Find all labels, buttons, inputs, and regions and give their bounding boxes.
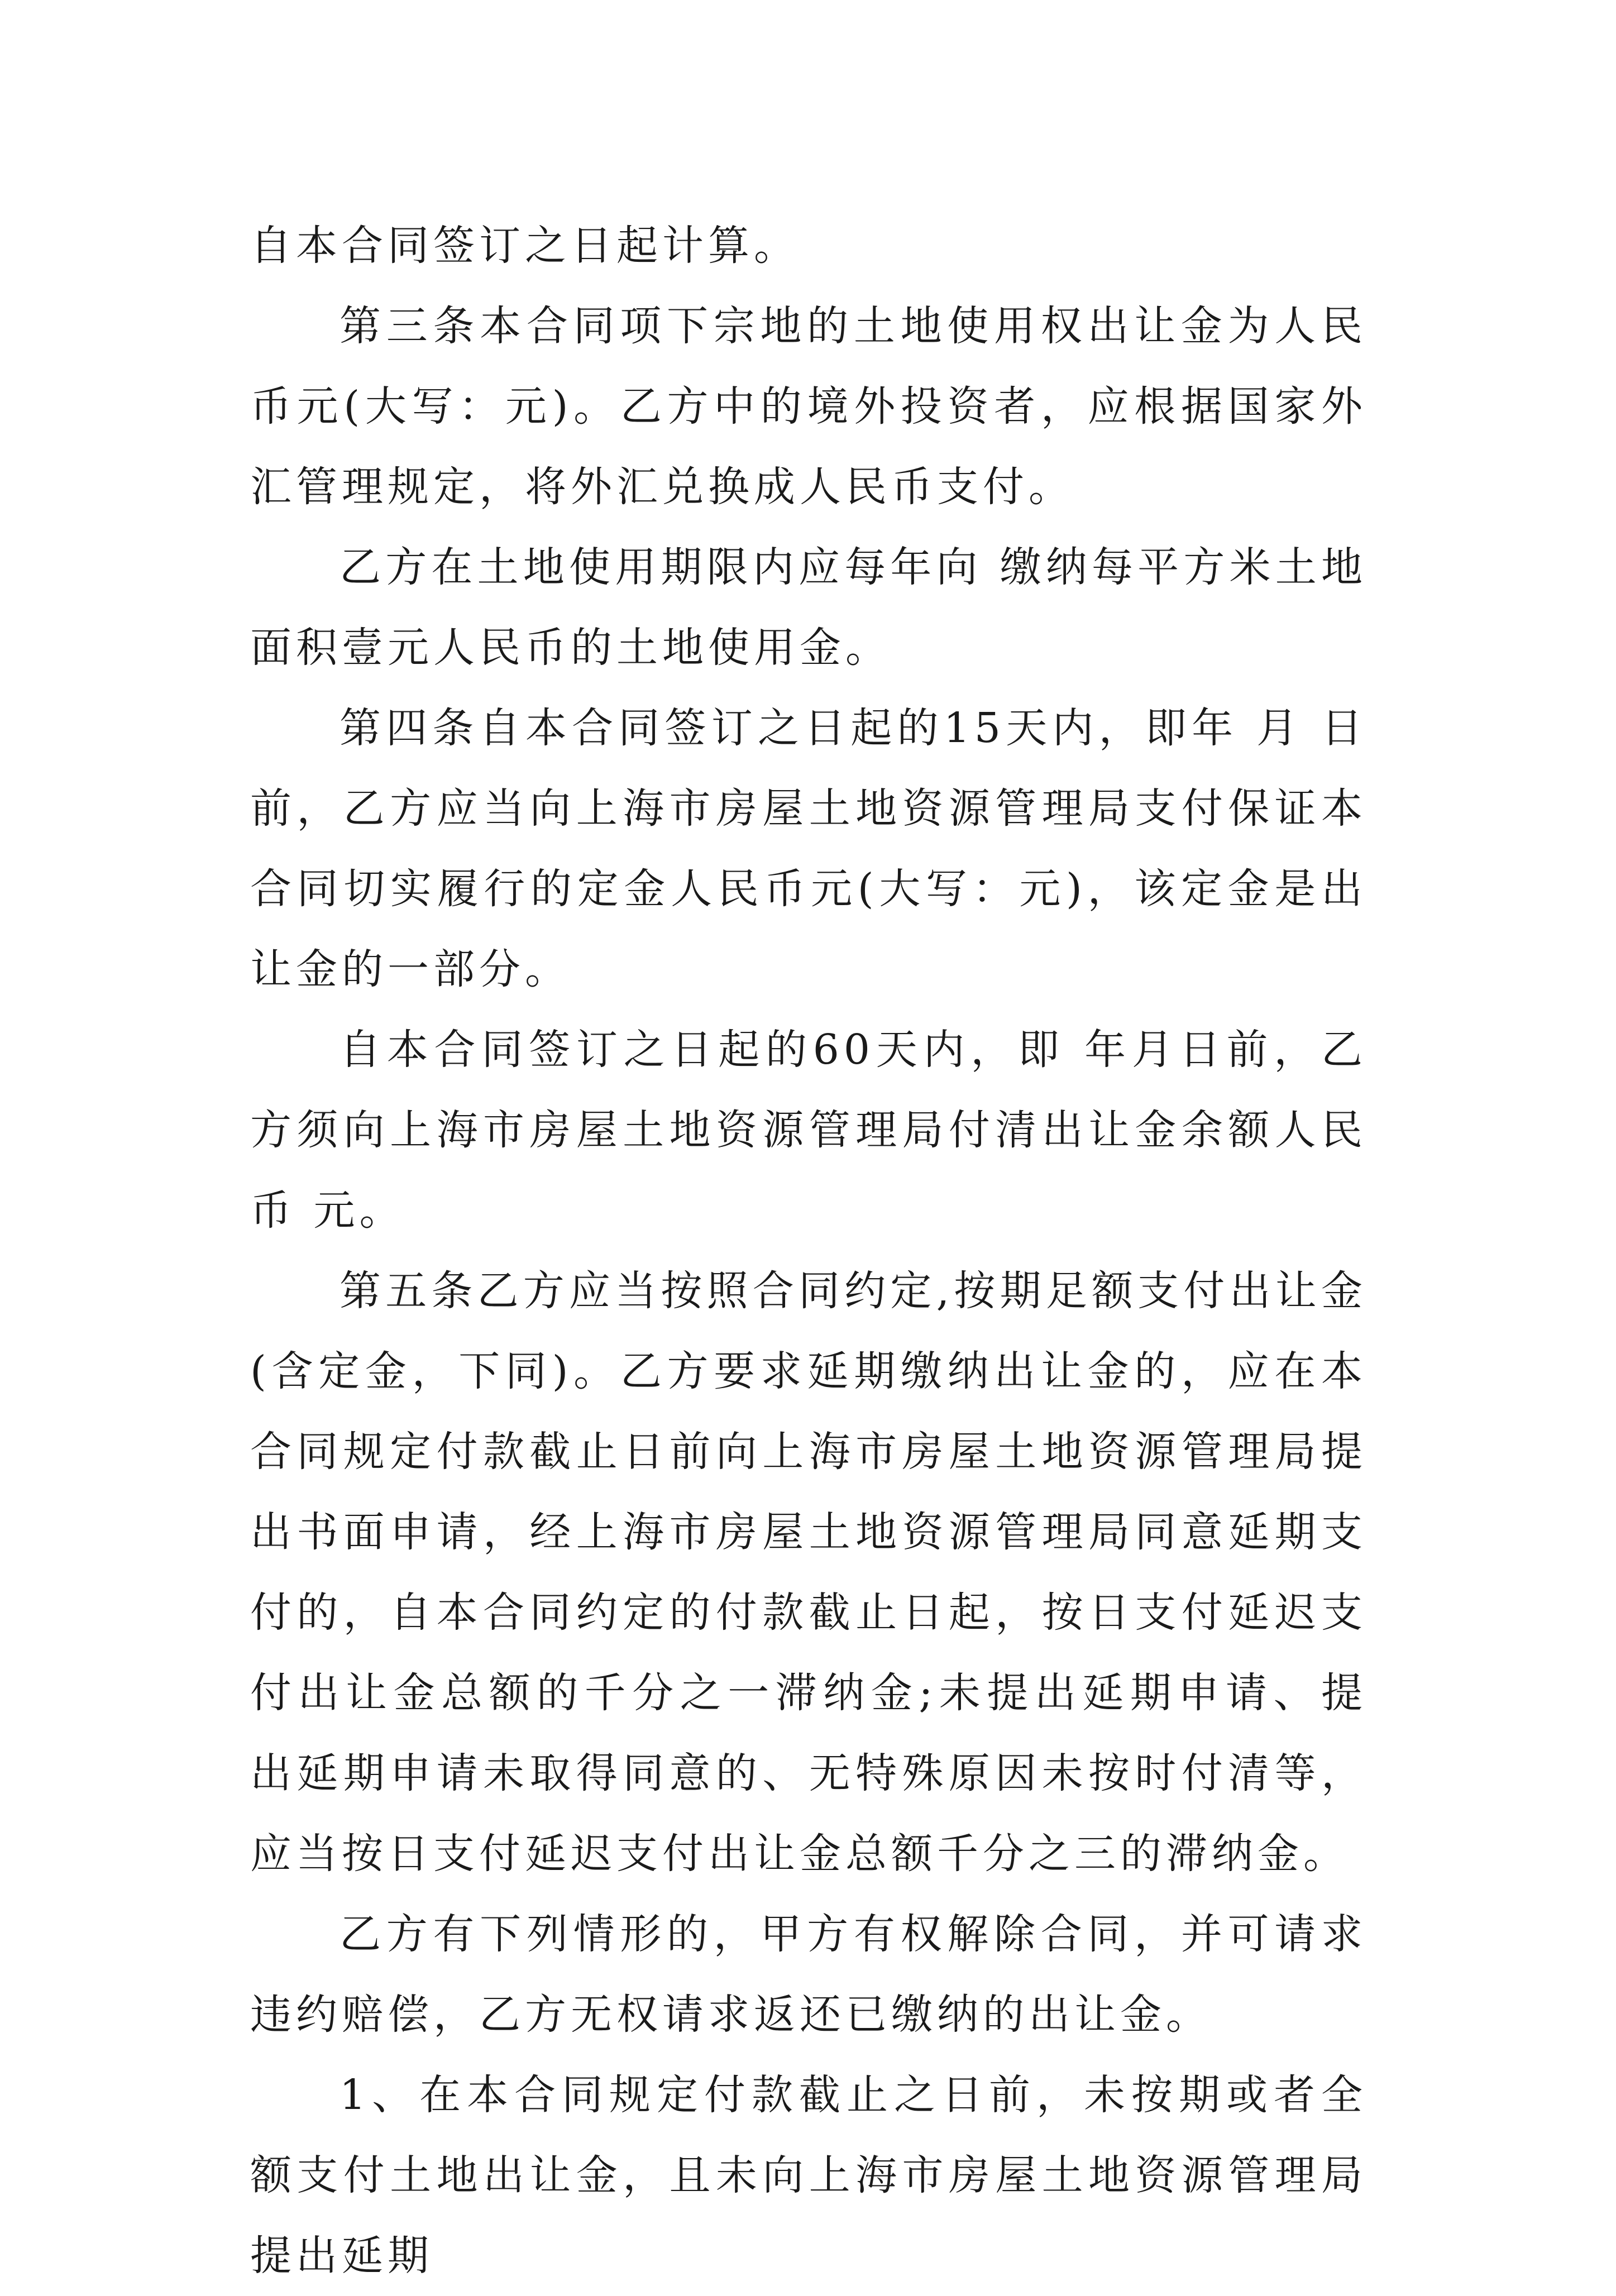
document-body bbox=[250, 205, 1367, 2296]
paragraph-continuation: 自本合同签订之日起计算。 bbox=[250, 222, 800, 270]
paragraph-article-5: 第五条乙方应当按照合同约定,按期足额支付出让金(含定金，下同)。乙方要求延期缴纳出让金的，应在本合同规定付款截止日前向上海市房屋土地资源管理局提出书面申请，经上海市房屋土地资源管理局同意延期支付的，自本合同约定的付款截止日起，按日支付延迟支付出让金总额的千分之一滞纳金;未提出延期申请、提出延期申请未取得同意的、无特殊原因未按时付清等，应当按日支付延迟支付出让金总额千分之三的滞纳金。 bbox=[250, 1267, 1367, 1878]
paragraph-land-use-fee: 乙方在土地使用期限内应每年向 缴纳每平方米土地面积壹元人民币的土地使用金。 bbox=[250, 543, 1367, 672]
paragraph-article-3: 第三条本合同项下宗地的土地使用权出让金为人民币元(大写：元)。乙方中的境外投资者，应根据国家外汇管理规定，将外汇兑换成人民币支付。 bbox=[250, 302, 1367, 511]
paragraph-balance-payment: 自本合同签订之日起的60天内，即 年月日前，乙方须向上海市房屋土地资源管理局付清出让金余额人民币 元。 bbox=[250, 1026, 1367, 1235]
paragraph-item-1: 1、在本合同规定付款截止之日前，未按期或者全额支付土地出让金，且未向上海市房屋土地资源管理局提出延期 bbox=[250, 2071, 1367, 2280]
paragraph-article-4: 第四条自本合同签订之日起的15天内，即年 月 日前，乙方应当向上海市房屋土地资源管理局支付保证本合同切实履行的定金人民币元(大写：元)，该定金是出让金的一部分。 bbox=[250, 704, 1367, 993]
paragraph-termination-rights: 乙方有下列情形的，甲方有权解除合同，并可请求违约赔偿，乙方无权请求返还已缴纳的出让金。 bbox=[250, 1910, 1367, 2039]
